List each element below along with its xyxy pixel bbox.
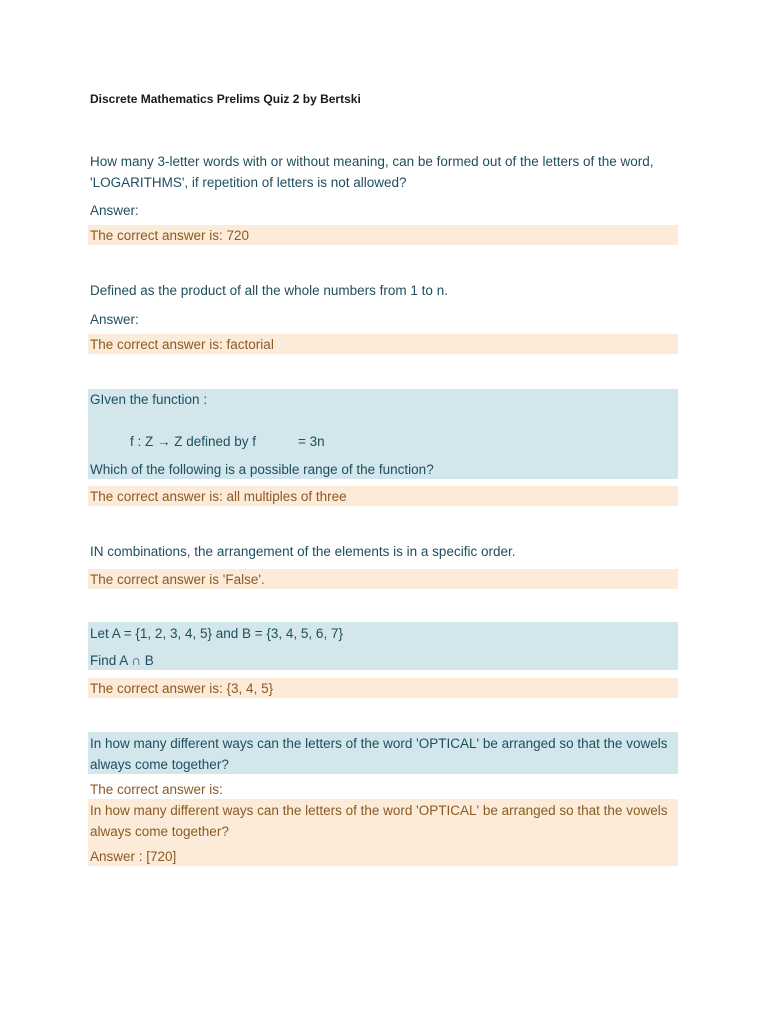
question-3-text: Which of the following is a possible range of the function?	[90, 462, 434, 477]
question-2-answer-label: Answer:	[90, 312, 139, 327]
question-3-function-equation: = 3n	[298, 434, 325, 449]
question-3-function-definition: f : Z → Z defined by f	[130, 434, 257, 449]
question-6-correct-question: In how many different ways can the letters of the word 'OPTICAL' be arranged so that the vowels always come together?	[90, 803, 668, 839]
question-4-text: IN combinations, the arrangement of the elements is in a specific order.	[90, 544, 516, 559]
question-1-text: How many 3-letter words with or without meaning, can be formed out of the letters of the word, 'LOGARITHMS', if repetition of letters is not allowed?	[90, 154, 654, 190]
question-6-text: In how many different ways can the letters of the word 'OPTICAL' be arranged so that the vowels always come together?	[90, 736, 668, 772]
question-4-correct-answer: The correct answer is 'False'.	[90, 572, 265, 587]
question-3-intro: GIven the function :	[90, 392, 208, 407]
question-5-line-1: Let A = {1, 2, 3, 4, 5} and B = {3, 4, 5, 6, 7}	[90, 626, 343, 641]
question-6-correct-answer: Answer : [720]	[90, 849, 177, 864]
question-2-text: Defined as the product of all the whole numbers from 1 to n.	[90, 283, 448, 298]
question-5-correct-answer: The correct answer is: {3, 4, 5}	[90, 681, 274, 696]
question-1-answer-label: Answer:	[90, 203, 139, 218]
document-title: Discrete Mathematics Prelims Quiz 2 by Bertski	[90, 92, 361, 106]
question-1-correct-answer: The correct answer is: 720	[90, 228, 250, 243]
question-6-correct-label: The correct answer is:	[90, 782, 223, 797]
question-5-line-2: Find A ∩ B	[90, 653, 154, 668]
question-3-correct-answer: The correct answer is: all multiples of three	[90, 489, 347, 504]
question-2-correct-answer: The correct answer is: factorial	[90, 337, 274, 352]
